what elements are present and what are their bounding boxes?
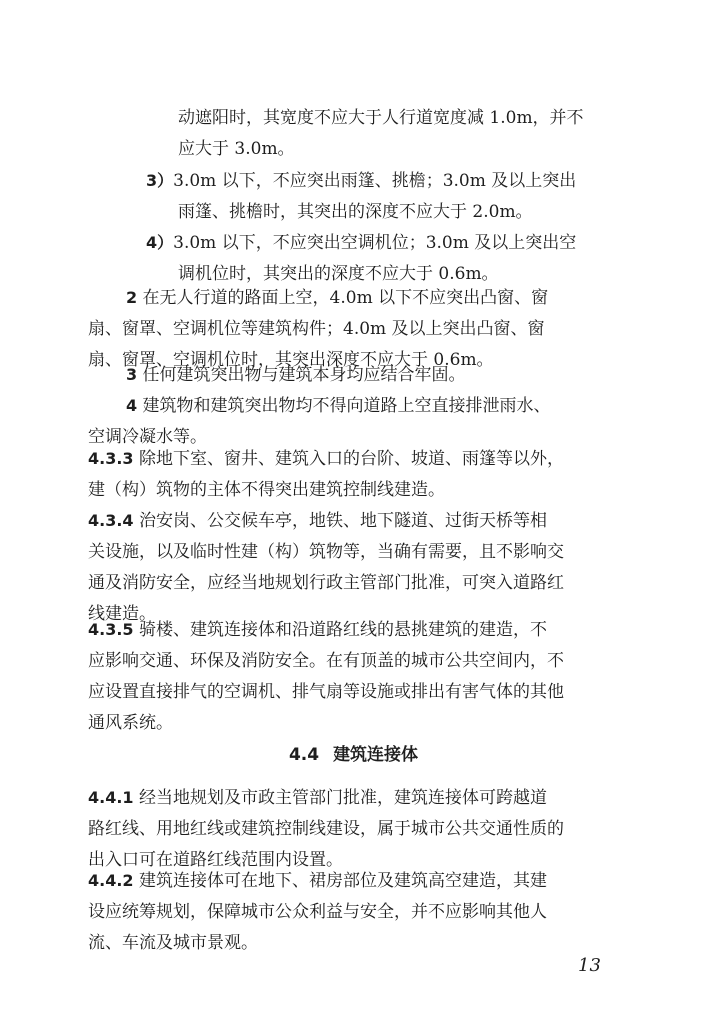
section-number: 4.4 bbox=[288, 745, 320, 765]
paragraph-item-3 bbox=[88, 165, 618, 228]
clause-number: 4.4.1 bbox=[88, 788, 134, 807]
clause-text: 建筑连接体可在地下、裙房部位及建筑高空建造，其建 bbox=[138, 871, 547, 891]
clause-number: 4 bbox=[126, 396, 138, 415]
paragraph-4-3-4 bbox=[88, 505, 618, 630]
clause-text: 建筑物和建筑突出物均不得向道路上空直接排泄雨水、 bbox=[142, 396, 551, 416]
text-line: 出入口可在道路红线范围内设置。 bbox=[88, 850, 343, 870]
text-line bbox=[88, 165, 618, 197]
item-text: 3.0m 以下，不应突出雨篷、挑檐；3.0m 及以上突出 bbox=[173, 171, 577, 191]
paragraph-item-2-cont bbox=[88, 103, 618, 165]
clause-number: 4.3.3 bbox=[88, 449, 134, 468]
item-number: 3） bbox=[146, 171, 174, 190]
text-line: 雨篷、挑檐时，其突出的深度不应大于 2.0m。 bbox=[178, 202, 533, 222]
text-line bbox=[88, 865, 618, 897]
text-line: 通风系统。 bbox=[88, 713, 173, 733]
item-number: 4） bbox=[146, 233, 174, 252]
text-line bbox=[88, 282, 618, 314]
text-line: 线建造。 bbox=[88, 604, 156, 624]
paragraph-4-4-1 bbox=[88, 782, 618, 876]
text-line bbox=[88, 390, 618, 422]
text-line bbox=[88, 359, 618, 391]
clause-text: 经当地规划及市政主管部门批准，建筑连接体可跨越道 bbox=[138, 788, 547, 808]
text-line: 关设施，以及临时性建（构）筑物等，当确有需要，且不影响交 bbox=[88, 542, 564, 562]
paragraph-clause-3 bbox=[88, 359, 618, 391]
text-line: 路红线、用地红线或建筑控制线建设，属于城市公共交通性质的 bbox=[88, 819, 564, 839]
clause-number: 4.4.2 bbox=[88, 871, 134, 890]
text-line: 空调冷凝水等。 bbox=[88, 427, 207, 447]
text-line: 应影响交通、环保及消防安全。在有顶盖的城市公共空间内，不 bbox=[88, 651, 564, 671]
clause-number: 2 bbox=[126, 288, 138, 307]
clause-text: 任何建筑突出物与建筑本身均应结合牢固。 bbox=[142, 365, 466, 385]
text-line bbox=[88, 227, 618, 259]
text-line: 通及消防安全，应经当地规划行政主管部门批准，可突入道路红 bbox=[88, 573, 564, 593]
text-line: 扇、窗罩、空调机位等建筑构件；4.0m 及以上突出凸窗、窗 bbox=[88, 319, 545, 339]
paragraph-4-3-3 bbox=[88, 443, 618, 506]
text-line: 应大于 3.0m。 bbox=[178, 139, 295, 159]
page-number: 13 bbox=[578, 955, 601, 976]
clause-text: 在无人行道的路面上空，4.0m 以下不应突出凸窗、窗 bbox=[142, 288, 549, 308]
text-line bbox=[88, 614, 618, 646]
item-text: 3.0m 以下，不应突出空调机位；3.0m 及以上突出空 bbox=[173, 233, 577, 253]
clause-text: 治安岗、公交候车亭，地铁、地下隧道、过街天桥等相 bbox=[138, 511, 547, 531]
paragraph-item-4 bbox=[88, 227, 618, 290]
clause-number: 3 bbox=[126, 365, 138, 384]
text-line bbox=[88, 782, 618, 814]
text-line: 扇、窗罩、空调机位时，其突出深度不应大于 0.6m。 bbox=[88, 350, 494, 370]
text-line: 应设置直接排气的空调机、排气扇等设施或排出有害气体的其他 bbox=[88, 682, 564, 702]
clause-number: 4.3.4 bbox=[88, 511, 134, 530]
text-line: 建（构）筑物的主体不得突出建筑控制线建造。 bbox=[88, 480, 445, 500]
text-line: 调机位时，其突出的深度不应大于 0.6m。 bbox=[178, 264, 499, 284]
section-heading bbox=[0, 740, 707, 765]
clause-text: 骑楼、建筑连接体和沿道路红线的悬挑建筑的建造，不 bbox=[138, 620, 547, 640]
section-title: 建筑连接体 bbox=[333, 745, 419, 765]
clause-number: 4.3.5 bbox=[88, 620, 134, 639]
clause-text: 除地下室、窗井、建筑入口的台阶、坡道、雨篷等以外， bbox=[138, 449, 564, 469]
text-line: 流、车流及城市景观。 bbox=[88, 933, 258, 953]
text-line bbox=[88, 443, 618, 475]
text-line: 动遮阳时，其宽度不应大于人行道宽度减 1.0m，并不 bbox=[178, 108, 584, 128]
paragraph-4-3-5 bbox=[88, 614, 618, 739]
paragraph-4-4-2 bbox=[88, 865, 618, 959]
text-line: 设应统筹规划，保障城市公众利益与安全，并不应影响其他人 bbox=[88, 902, 547, 922]
text-line bbox=[88, 505, 618, 537]
